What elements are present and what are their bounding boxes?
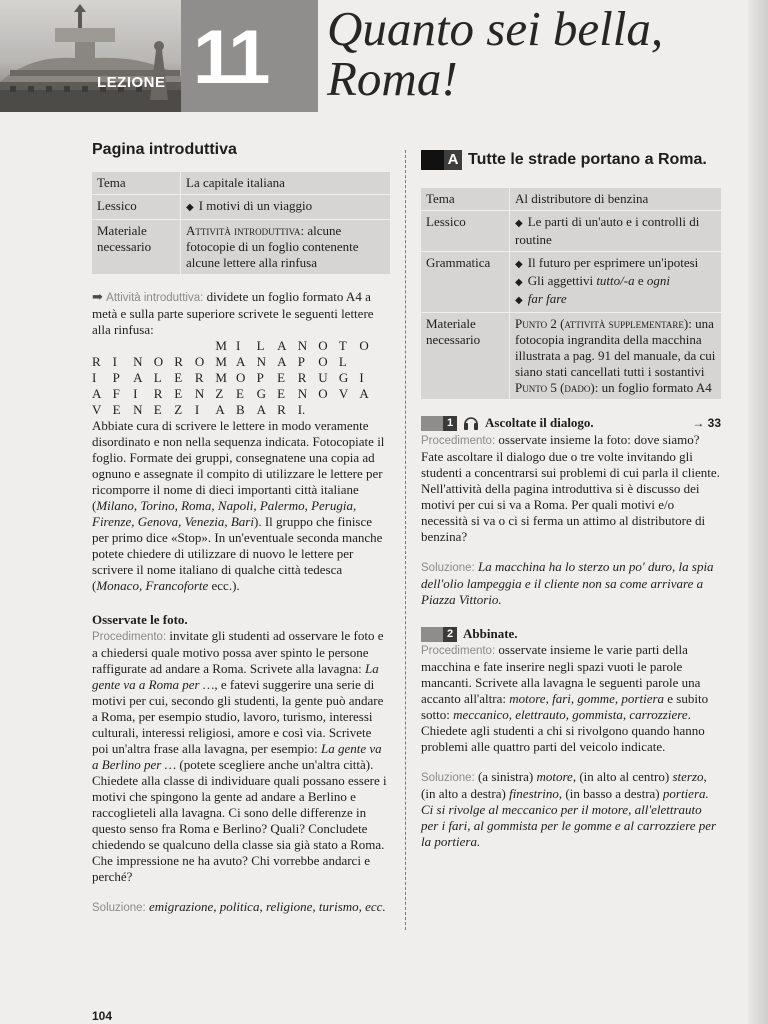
tema-label: Tema [421, 188, 510, 211]
puzzle-letter: N [194, 386, 205, 401]
lessico-label: Lessico [421, 211, 510, 252]
intro-info-table [92, 172, 390, 275]
exercise-number: 1 [443, 416, 457, 431]
puzzle-letter: E [277, 386, 286, 401]
bullet-icon [515, 255, 528, 270]
body-text: (a sinistra) [474, 769, 537, 784]
section-a-header [421, 148, 721, 172]
bullet-icon [515, 273, 528, 288]
lessico-text: I motivi di un viaggio [198, 198, 313, 213]
table-row [92, 172, 390, 195]
letter-spacer [133, 338, 154, 354]
intro-activity-text: dividete un foglio formato A4 a metà e sulla parte superiore scrivete le seguenti lettere alla rinfusa: [92, 289, 374, 337]
grammar-text: Gli aggettivi [527, 273, 597, 288]
osservate-body [92, 628, 390, 885]
body-italic: sterzo [672, 769, 704, 784]
bullet-icon [515, 214, 528, 229]
right-column [421, 148, 721, 850]
soluzione-label: Soluzione: [421, 562, 475, 574]
body-text: . Chiedete agli studenti a chi si rivolgono quando hanno problemi alle quattro parti del veicolo indicate. [421, 707, 705, 754]
letter-spacer [339, 402, 360, 418]
puzzle-letter: O [153, 354, 164, 369]
body-italic: Monaco, Francoforte [96, 578, 209, 593]
procedimento-label: Procedimento: [92, 631, 167, 643]
letter-spacer [195, 338, 216, 354]
puzzle-letter: R [194, 370, 204, 385]
body-text: , e fatevi suggerire una serie di motivi per cui, secondo gli studenti, la gente può andare a Roma, per esempio studio, lavoro, turismo, interessi culturali, interessi religiosi, amore e così via. Scrivete poi un'altra frase alla lavagna, per esempio: [92, 677, 384, 756]
tema-value: Al distributore di benzina [510, 188, 722, 211]
body-text: ). Il gruppo che finisce per primo dice «Stop». In un'eventuale seconda manche potete chiedere di utilizzare di nuovo le lettere per scrivere il nome italiano di qualche città tedesca ( [92, 514, 383, 593]
exercise-badge [421, 416, 457, 431]
puzzle-letter: E [277, 370, 286, 385]
materiale-label: Materiale necessario [421, 313, 510, 400]
puzzle-letter: E [153, 402, 162, 417]
body-text: Abbiate cura di scrivere le lettere in modo veramente disordinato e non nella sequenza indicata. Fotocopiate il foglio. Formate dei gruppi, consegnatene una copia ad ognuno e assegnate il compito di utilizzare le lettere per ricomporre il nome di dieci importanti città italiane ( [92, 418, 385, 513]
puzzle-letter: P [256, 370, 264, 385]
puzzle-letter: R [153, 386, 163, 401]
headphones-icon [463, 414, 479, 432]
exercise-1-header [421, 414, 721, 432]
grammar-text: Il futuro per esprimere un'ipotesi [527, 255, 699, 270]
puzzle-letter: I [359, 370, 364, 385]
puzzle-letter: N [133, 354, 143, 369]
puzzle-letter: V [92, 402, 102, 417]
lessico-text: Le parti di un'auto e i controlli di routine [515, 214, 700, 247]
punto2-text: una fotocopia ingrandita della macchina illustrata a pag. 91 del manuale, da cui siano stati cancellati tutti i sostantivi [515, 316, 716, 379]
section-a-title: Tutte le strade portano a Roma. [468, 151, 707, 168]
letter-spacer [154, 338, 175, 354]
body-text: ecc.). [208, 578, 240, 593]
letter-spacer [359, 354, 380, 370]
bullet-icon [186, 198, 199, 213]
table-row [421, 188, 721, 211]
grammar-italic: far fare [527, 291, 567, 306]
lesson-number: 11 [193, 15, 268, 100]
tema-label: Tema [92, 172, 181, 195]
bullet-icon [515, 291, 528, 306]
exercise-number: 2 [443, 627, 457, 642]
puzzle-letter: N [256, 354, 266, 369]
grammar-text: e [634, 273, 647, 288]
puzzle-letter: O [359, 338, 369, 353]
puzzle-letter: Z [174, 402, 183, 417]
body-text: osservate insieme le varie parti della macchina e fate inserire negli spazi vuoti le parole mancanti. Scrivete alla lavagna le seguenti parole una accanto all'altra: [421, 642, 701, 706]
puzzle-letter: A [359, 386, 369, 401]
letter-spacer [113, 338, 134, 354]
puzzle-letter: O [235, 370, 246, 385]
puzzle-letter: A [277, 338, 287, 353]
body-italic: meccanico, elettrauto, gommista, carrozziere [453, 707, 688, 722]
puzzle-letter: A [133, 370, 143, 385]
lessico-value [510, 211, 722, 252]
body-text: , (in basso a destra) [558, 786, 663, 801]
body-italic: motore [536, 769, 573, 784]
puzzle-letter: N [133, 402, 143, 417]
left-column [92, 142, 390, 916]
exercise-1-title: Ascoltate il dialogo. [485, 415, 594, 430]
punto5-caps: Punto 5 (dado): [515, 380, 599, 395]
table-row [92, 195, 390, 220]
puzzle-letter: R [174, 354, 183, 369]
page-edge-shadow [748, 0, 768, 1024]
procedimento-label: Procedimento: [421, 645, 496, 657]
puzzle-letter: N [297, 338, 308, 353]
exercise-2-procedimento [421, 642, 721, 755]
section-a-badge [421, 150, 462, 170]
puzzle-letter: Z [215, 386, 224, 401]
exercise-badge [421, 627, 457, 642]
title-line-2: Roma! [327, 51, 458, 106]
body-text: , (in alto al centro) [572, 769, 673, 784]
puzzle-letter: T [338, 338, 347, 353]
soluzione-text: La macchina ha lo sterzo un po' duro, la spia dell'olio lampeggia e il cliente non sa come arrivare a Piazza Vittorio. [421, 559, 714, 607]
exercise-1-soluzione [421, 559, 721, 608]
materiale-caps: Attività introduttiva: [186, 223, 305, 238]
letter-spacer [359, 402, 380, 418]
puzzle-letter: A [277, 354, 287, 369]
intro-body [92, 418, 390, 594]
puzzle-letter: R [297, 370, 307, 385]
letter-spacer [174, 338, 195, 354]
puzzle-letter: M [215, 370, 227, 385]
soluzione-label: Soluzione: [92, 902, 146, 914]
exercise-2-title: Abbinate. [463, 626, 518, 641]
punto2-caps: Punto 2 (attività supplementare): [515, 316, 692, 331]
table-row [421, 211, 721, 252]
section-letter: A [444, 150, 462, 170]
punto5-text: un foglio formato A4 [598, 380, 712, 395]
table-row [92, 220, 390, 275]
osservate-title: Osservate le foto. [92, 612, 188, 627]
puzzle-letter: B [235, 402, 245, 417]
soluzione-label: Soluzione: [421, 772, 475, 784]
puzzle-letter: E [112, 402, 121, 417]
intro-section-title: Pagina introduttiva [92, 141, 237, 158]
puzzle-letter: I. [297, 402, 306, 417]
body-italic: motore, fari, gomme, portiera [509, 691, 665, 706]
grammar-italic: tutto/-a [596, 273, 635, 288]
puzzle-letter: L [338, 354, 347, 369]
puzzle-letter: I [133, 386, 138, 401]
puzzle-letter: A [256, 402, 266, 417]
letter-spacer [92, 338, 113, 354]
castel-sant-angelo-photo [0, 0, 200, 112]
body-italic: La gente va a Roma per … [92, 661, 379, 692]
materiale-value [181, 220, 391, 275]
materiale-label: Materiale necessario [92, 220, 181, 275]
grammar-item [515, 273, 716, 291]
grammar-italic: ogni [646, 273, 670, 288]
body-text: e subito sotto: [421, 691, 709, 722]
materiale-value [510, 313, 722, 400]
grammatica-label: Grammatica [421, 252, 510, 313]
puzzle-letter: L [153, 370, 162, 385]
puzzle-letter: U [318, 370, 328, 385]
castle-illustration [0, 0, 200, 112]
puzzle-letter: M [215, 338, 227, 353]
puzzle-letter: L [256, 338, 265, 353]
grammar-item [515, 255, 716, 273]
puzzle-letter: G [338, 370, 349, 385]
puzzle-letter: P [112, 370, 120, 385]
grammar-item [515, 291, 716, 309]
letter-spacer [318, 402, 339, 418]
grammatica-value [510, 252, 722, 313]
left-soluzione [92, 899, 390, 916]
puzzle-letter: I [112, 354, 117, 369]
arrow-right-icon: ➡ [92, 289, 103, 304]
page-number: 104 [92, 1009, 113, 1023]
puzzle-letter: G [256, 386, 266, 401]
puzzle-letter: F [112, 386, 120, 401]
puzzle-letter: P [297, 354, 305, 369]
section-a-info-table [421, 188, 721, 400]
body-text: (potete scegliere anche un'altra città). Chiedete alla classe di individuare quali possano essere i motivi che spingono la gente ad andare a Berlino e raccoglieteli alla lavagna. Ci sono delle differenze in questo senso fra Roma e Berlino? Quali? Concludete chiedendo se qualcuno della classe sia già stato a Roma. Che impressione ne ha avuto? Chi vorrebbe andarci e perché? [92, 757, 387, 884]
body-italic: portiera. Ci si rivolge al meccanico per il motore, all'elettrauto per i fari, al gommista per le gomme e al carrozziere per la portiera. [421, 786, 717, 849]
intro-activity-paragraph [92, 289, 390, 338]
tema-value: La capitale italiana [181, 172, 391, 195]
puzzle-letter: E [174, 370, 183, 385]
puzzle-letter: I [92, 370, 97, 385]
puzzle-letter: R [92, 354, 101, 369]
column-divider [405, 150, 406, 930]
body-text: invitate gli studenti ad osservare le foto e a chiedersi quale motivo possa aver spinto le persone raffigurate ad andare a Roma. Scrivete alla lavagna: [92, 628, 384, 676]
table-row [421, 252, 721, 313]
lessico-value [181, 195, 391, 220]
audio-track-number: → 33 [692, 416, 721, 430]
table-row [421, 313, 721, 400]
body-italic: Milano, Torino, Roma, Napoli, Palermo, Perugia, Firenze, Genova, Venezia, Bari [92, 498, 357, 529]
exercise-2-soluzione [421, 769, 721, 850]
lezione-label: LEZIONE [97, 74, 166, 91]
body-italic: finestrino [509, 786, 559, 801]
body-text: , (in alto a destra) [421, 769, 707, 801]
puzzle-letter: R [277, 402, 286, 417]
puzzle-letter: O [318, 386, 328, 401]
materiale-text: alcune fotocopie di un foglio contenente alcune lettere alla rinfusa [186, 223, 359, 270]
puzzle-letter: O [318, 354, 328, 369]
puzzle-letter: I [194, 402, 200, 417]
puzzle-letter: A [235, 354, 246, 369]
puzzle-letter: V [338, 386, 349, 401]
exercise-2-header [421, 626, 721, 642]
puzzle-letter: A [92, 386, 102, 401]
procedimento-label: Procedimento: [421, 435, 496, 447]
letters-grid [92, 338, 380, 418]
puzzle-letter: I [235, 338, 241, 353]
intro-activity-label: Attività introduttiva: [106, 292, 204, 304]
body-italic: La gente va a Berlino per … [92, 741, 382, 772]
puzzle-letter: A [215, 402, 225, 417]
lesson-title [327, 1, 747, 106]
puzzle-letter: M [215, 354, 227, 369]
puzzle-letter: O [318, 338, 328, 353]
puzzle-letter: N [297, 386, 308, 401]
puzzle-letter: E [235, 386, 244, 401]
puzzle-letter: O [194, 354, 205, 369]
exercise-1-procedimento [421, 432, 721, 545]
puzzle-letter: E [174, 386, 183, 401]
body-text: osservate insieme la foto: dove siamo? Fate ascoltare il dialogo due o tre volte invitando gli studenti a concentrarsi sui problemi di cui parla il cliente. Nell'attività della pagina introduttiva si è discusso dei motivi per cui si va a Roma. Per quali motivi e/o necessità si va o ci si ferma un attimo al distributore di benzina? [421, 432, 720, 544]
title-line-1: Quanto sei bella, [327, 1, 664, 56]
soluzione-text: emigrazione, politica, religione, turismo, ecc. [145, 899, 386, 914]
lessico-label: Lessico [92, 195, 181, 220]
